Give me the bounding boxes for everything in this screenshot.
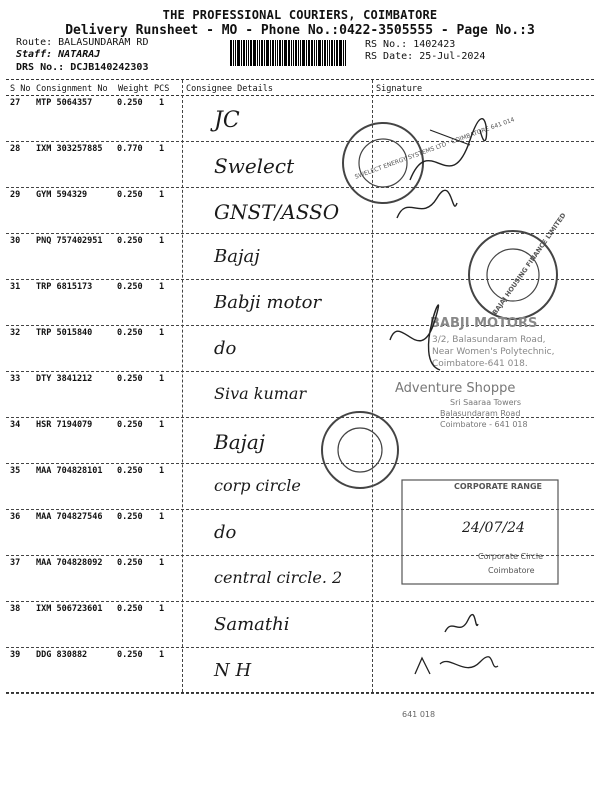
barcode-bar	[243, 40, 245, 66]
barcode-bar	[334, 40, 335, 66]
bajaj-stamp-2	[318, 408, 402, 492]
rs-no-line	[365, 39, 455, 50]
row-sno: 39	[10, 650, 21, 660]
col-head-sno: S No	[10, 84, 31, 94]
row-pcs: 1	[159, 282, 165, 292]
col-head-weight: Weight	[118, 84, 149, 94]
row-sno: 30	[10, 236, 21, 246]
barcode-bar	[279, 40, 281, 66]
signature-scribble-4	[440, 612, 480, 642]
row-consignee-handwriting: do	[214, 522, 237, 543]
barcode-bar	[324, 40, 326, 66]
row-consignment: MAA 704828101	[36, 466, 103, 476]
rs-no-label: RS No.:	[365, 39, 408, 50]
barcode-bar	[233, 40, 234, 66]
row-consignee-handwriting: do	[214, 338, 237, 359]
barcode-bar	[293, 40, 294, 66]
row-pcs: 1	[159, 512, 165, 522]
barcode-bar	[230, 40, 232, 66]
table-row	[6, 142, 594, 188]
barcode-bar	[253, 40, 256, 66]
barcode	[230, 40, 356, 66]
barcode-bar	[257, 40, 258, 66]
row-weight: 0.250	[117, 604, 143, 614]
barcode-bar	[318, 40, 321, 66]
barcode-bar	[306, 40, 307, 66]
barcode-bar	[282, 40, 283, 66]
row-weight: 0.250	[117, 328, 143, 338]
row-pcs: 1	[159, 604, 165, 614]
row-consignee-handwriting: GNST/ASSO	[214, 200, 340, 224]
barcode-bar	[343, 40, 344, 66]
row-pcs: 1	[159, 466, 165, 476]
adventure-stamp-line1: Sri Saaraa Towers	[450, 398, 521, 407]
row-consignment: DTY 3841212	[36, 374, 93, 384]
staff-line	[16, 49, 100, 60]
barcode-bar	[311, 40, 313, 66]
row-sno: 35	[10, 466, 21, 476]
barcode-bar	[302, 40, 305, 66]
row-pcs: 1	[159, 328, 165, 338]
row-weight: 0.250	[117, 466, 143, 476]
swelect-stamp-text: SWELECT ENERGY SYSTEMS LTD · COIMBATORE 641 014	[353, 116, 516, 181]
table-row	[6, 602, 594, 648]
row-weight: 0.250	[117, 98, 143, 108]
bajaj-stamp-1-text: BAJAJ HOUSING FINANCE LIMITED	[490, 211, 568, 317]
barcode-bar	[241, 40, 242, 66]
row-consignee-handwriting: JC	[214, 108, 240, 133]
babji-stamp-addr: 3/2, Balasundaram Road,	[432, 335, 546, 345]
row-pcs: 1	[159, 558, 165, 568]
row-consignee-handwriting: Bajaj	[214, 430, 265, 454]
corporate-circle-text: Corporate Circle	[478, 552, 543, 561]
barcode-bar	[259, 40, 260, 66]
row-consignment: DDG 830882	[36, 650, 88, 660]
row-pcs: 1	[159, 144, 165, 154]
barcode-bar	[235, 40, 236, 66]
barcode-bar	[248, 40, 249, 66]
table-row	[6, 648, 594, 694]
row-pcs: 1	[159, 190, 165, 200]
barcode-bar	[250, 40, 252, 66]
row-consignee-handwriting: Bajaj	[214, 246, 260, 267]
row-pcs: 1	[159, 98, 165, 108]
signature-scribble-2	[392, 188, 462, 228]
barcode-bar	[277, 40, 278, 66]
row-pcs: 1	[159, 650, 165, 660]
row-consignment: TRP 6815173	[36, 282, 93, 292]
babji-stamp-addr2: Near Women's Polytechnic,	[432, 347, 555, 357]
row-weight: 0.250	[117, 512, 143, 522]
col-head-pcs: PCS	[154, 84, 170, 94]
drs-value: DCJB140242303	[70, 62, 149, 73]
row-consignee-handwriting: Swelect	[214, 154, 295, 178]
barcode-bar	[291, 40, 292, 66]
corporate-range-title: CORPORATE RANGE	[454, 482, 543, 491]
barcode-bar	[284, 40, 287, 66]
row-consignee-handwriting: N H	[214, 660, 252, 681]
col-head-consignee: Consignee Details	[186, 84, 273, 94]
row-weight: 0.250	[117, 190, 143, 200]
rs-date-label: RS Date:	[365, 51, 414, 62]
staff-label: Staff:	[16, 49, 53, 60]
drs-label: DRS No.:	[16, 62, 65, 73]
barcode-bar	[237, 40, 240, 66]
row-consignment: IXM 506723601	[36, 604, 103, 614]
row-divider	[6, 693, 594, 694]
route-label: Route:	[16, 37, 53, 48]
row-consignee-handwriting: Samathi	[214, 614, 290, 635]
row-consignment: PNQ 757402951	[36, 236, 103, 246]
barcode-bar	[270, 40, 271, 66]
row-sno: 38	[10, 604, 21, 614]
rs-date-line	[365, 51, 485, 62]
runsheet-title: Delivery Runsheet - MO - Phone No.:0422-3505555 - Page No.:3	[65, 23, 535, 38]
rs-date-value: 25-Jul-2024	[419, 51, 486, 62]
row-weight: 0.250	[117, 558, 143, 568]
babji-stamp-addr3: Coimbatore-641 018.	[432, 359, 528, 369]
row-consignee-handwriting: corp circle	[214, 476, 301, 495]
row-sno: 37	[10, 558, 21, 568]
route-line	[16, 37, 148, 48]
barcode-bar	[336, 40, 338, 66]
barcode-bar	[300, 40, 301, 66]
barcode-bar	[322, 40, 323, 66]
row-consignment: GYM 594329	[36, 190, 88, 200]
barcode-bar	[316, 40, 317, 66]
barcode-bar	[314, 40, 315, 66]
row-consignment: MAA 704827546	[36, 512, 103, 522]
row-weight: 0.770	[117, 144, 143, 154]
row-consignee-handwriting: Siva kumar	[214, 384, 307, 403]
barcode-bar	[272, 40, 274, 66]
row-pcs: 1	[159, 420, 165, 430]
footer-divider	[6, 692, 594, 693]
row-sno: 29	[10, 190, 21, 200]
company-title: THE PROFESSIONAL COURIERS, COIMBATORE	[162, 8, 438, 22]
row-sno: 31	[10, 282, 21, 292]
rs-no-value: 1402423	[413, 39, 456, 50]
date-handwriting: 24/07/24	[462, 520, 525, 536]
row-pcs: 1	[159, 374, 165, 384]
row-sno: 36	[10, 512, 21, 522]
barcode-bar	[331, 40, 333, 66]
row-sno: 28	[10, 144, 21, 154]
row-consignment: MTP 5064357	[36, 98, 93, 108]
barcode-bar	[288, 40, 290, 66]
row-weight: 0.250	[117, 282, 143, 292]
barcode-bar	[345, 40, 346, 66]
row-consignee-handwriting: central circle. 2	[214, 568, 343, 587]
corporate-city-text: Coimbatore	[488, 566, 535, 575]
row-consignment: IXM 303257885	[36, 144, 103, 154]
route-value: BALASUNDARAM RD	[58, 37, 149, 48]
row-weight: 0.250	[117, 374, 143, 384]
col-head-consignment: Consignment No	[36, 84, 108, 94]
row-consignment: TRP 5015840	[36, 328, 93, 338]
adventure-stamp-title: Adventure Shoppe	[395, 381, 516, 396]
bottom-stamp-code: 641 018	[402, 710, 436, 719]
babji-stamp-title: BABJI MOTORS	[430, 316, 538, 331]
adventure-stamp-line3: Coimbatore - 641 018	[440, 420, 528, 429]
barcode-bar	[266, 40, 269, 66]
row-weight: 0.250	[117, 650, 143, 660]
barcode-bar	[329, 40, 330, 66]
row-sno: 34	[10, 420, 21, 430]
barcode-bar	[308, 40, 310, 66]
row-weight: 0.250	[117, 236, 143, 246]
barcode-bar	[264, 40, 265, 66]
row-sno: 33	[10, 374, 21, 384]
row-consignee-handwriting: Babji motor	[214, 292, 322, 313]
signature-scribble-3	[380, 300, 450, 380]
adventure-stamp-line2: Balasundaram Road	[440, 409, 521, 418]
barcode-bar	[246, 40, 247, 66]
barcode-bar	[295, 40, 297, 66]
drs-line	[16, 62, 148, 73]
barcode-bar	[339, 40, 342, 66]
row-consignment: HSR 7194079	[36, 420, 93, 430]
header-divider-top	[6, 79, 594, 80]
row-weight: 0.250	[117, 420, 143, 430]
signature-scribble-5	[410, 652, 500, 682]
barcode-bar	[298, 40, 299, 66]
barcode-bar	[275, 40, 276, 66]
barcode-bar	[327, 40, 328, 66]
barcode-bar	[261, 40, 263, 66]
row-sno: 32	[10, 328, 21, 338]
row-sno: 27	[10, 98, 21, 108]
staff-value: NATARAJ	[58, 49, 101, 60]
row-consignment: MAA 704828092	[36, 558, 103, 568]
col-head-signature: Signature	[376, 84, 423, 94]
row-pcs: 1	[159, 236, 165, 246]
